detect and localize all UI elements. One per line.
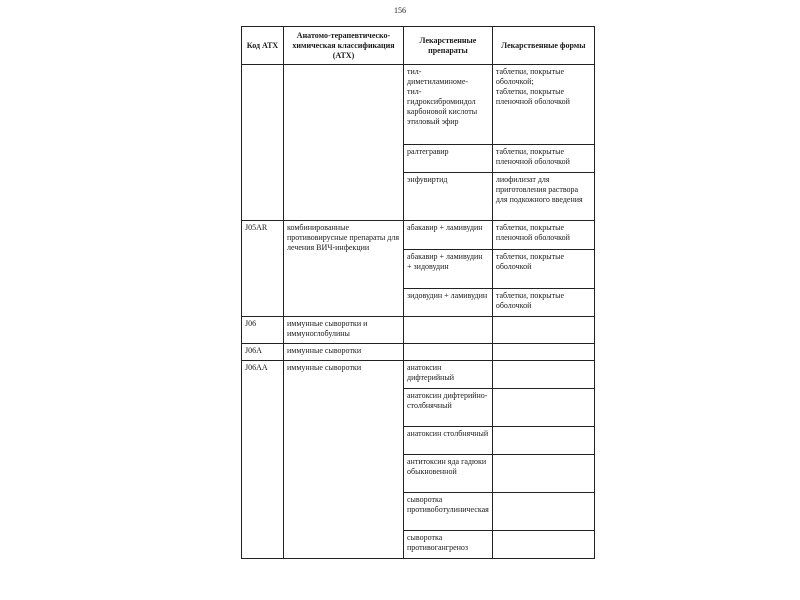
table-row xyxy=(242,361,595,389)
table-row xyxy=(242,344,595,361)
drug-cell: анатоксин дифтерийный xyxy=(404,361,493,389)
form-cell-empty xyxy=(492,427,594,455)
page-number: 156 xyxy=(394,6,406,15)
drug-cell: абакавир + ламивудин + зидовудин xyxy=(404,250,493,289)
drug-cell: ралтегравир xyxy=(404,145,493,173)
drug-cell: энфувиртид xyxy=(404,173,493,221)
form-cell-empty xyxy=(492,361,594,389)
drug-cell: антитоксин яда гадюки обыкновенной xyxy=(404,455,493,493)
form-cell-empty xyxy=(492,317,594,344)
form-cell: таблетки, покрытые пленочной оболочкой xyxy=(492,221,594,250)
code-cell: J06A xyxy=(242,344,284,361)
atc-table xyxy=(241,26,595,559)
table-row xyxy=(242,221,595,250)
drug-cell-empty xyxy=(404,344,493,361)
drug-cell: тил- диметиламиноме- тил- гидроксиброминдол карбоновой кислоты этиловый эфир xyxy=(404,65,493,145)
form-cell-empty xyxy=(492,344,594,361)
header-dosage-forms: Лекарственные формы xyxy=(492,27,594,65)
form-cell: таблетки, покрытые оболочкой xyxy=(492,289,594,317)
form-cell: таблетки, покрытые пленочной оболочкой xyxy=(492,145,594,173)
form-cell-empty xyxy=(492,389,594,427)
class-cell-empty xyxy=(284,65,404,221)
drug-cell: сыворотка противоботулиническая xyxy=(404,493,493,531)
form-cell: лиофилизат для приготовления раствора для подкожного введения xyxy=(492,173,594,221)
class-cell: иммунные сыворотки xyxy=(284,361,404,559)
drug-cell: сыворотка противогангреноз xyxy=(404,531,493,559)
table-row xyxy=(242,65,595,145)
drug-cell-empty xyxy=(404,317,493,344)
form-cell: таблетки, покрытые оболочкой xyxy=(492,250,594,289)
header-atc-classification: Анатомо-терапевтическо-химическая классификация (АТХ) xyxy=(284,27,404,65)
code-cell: J06 xyxy=(242,317,284,344)
form-cell-empty xyxy=(492,531,594,559)
form-cell-empty xyxy=(492,455,594,493)
table-row xyxy=(242,317,595,344)
drug-cell: анатоксин столбнячный xyxy=(404,427,493,455)
class-cell: иммунные сыворотки и иммуноглобулины xyxy=(284,317,404,344)
drug-cell: анатоксин дифтерийно-столбнячный xyxy=(404,389,493,427)
header-atc-code: Код АТХ xyxy=(242,27,284,65)
code-cell: J06AA xyxy=(242,361,284,559)
drug-cell: зидовудин + ламивудин xyxy=(404,289,493,317)
class-cell: комбинированные противовирусные препараты для лечения ВИЧ-инфекции xyxy=(284,221,404,317)
code-cell-empty xyxy=(242,65,284,221)
class-cell: иммунные сыворотки xyxy=(284,344,404,361)
header-drugs: Лекарственные препараты xyxy=(404,27,493,65)
table-header-row xyxy=(242,27,595,65)
form-cell: таблетки, покрытые оболочкой; таблетки, покрытые пленочной оболочкой xyxy=(492,65,594,145)
drug-cell: абакавир + ламивудин xyxy=(404,221,493,250)
code-cell: J05AR xyxy=(242,221,284,317)
form-cell-empty xyxy=(492,493,594,531)
